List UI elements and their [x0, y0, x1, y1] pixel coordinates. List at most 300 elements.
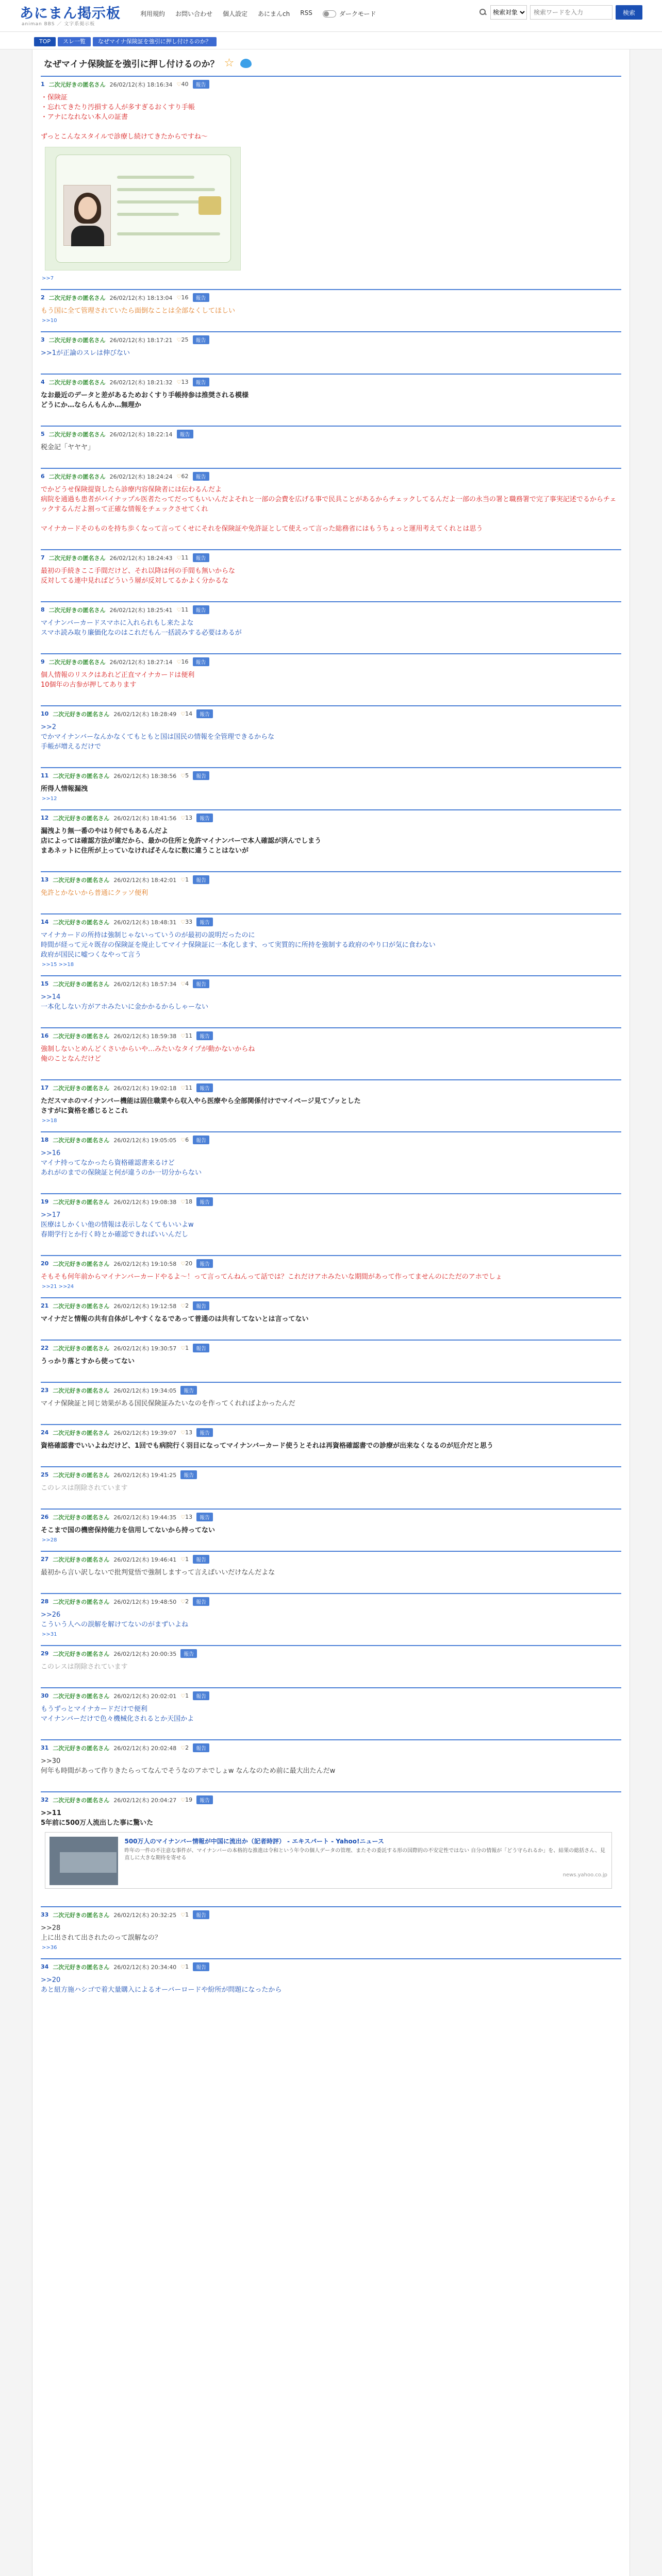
search-button[interactable]: 検索 [616, 5, 642, 20]
reply-links[interactable] [42, 640, 621, 647]
like-count-wrapper[interactable] [180, 1692, 189, 1699]
site-logo[interactable]: あにまん掲示板 [20, 6, 121, 22]
post-number[interactable]: 14 [41, 919, 49, 925]
post-header [41, 553, 621, 562]
post-body: うっかり落とすから使ってない [41, 1358, 135, 1365]
post [41, 601, 621, 647]
search-input[interactable] [530, 5, 613, 20]
poster-name: 二次元好きの匿名さん [53, 1797, 110, 1804]
like-count-wrapper[interactable] [177, 606, 189, 613]
post-header [41, 1083, 621, 1092]
poster-name: 二次元好きの匿名さん [48, 81, 106, 88]
post-date: 26/02/12(木) 19:02:18 [113, 1084, 177, 1092]
like-count: 1 [185, 1911, 189, 1918]
report-button[interactable]: 報告 [193, 875, 209, 884]
heart-icon[interactable]: ♡ [180, 877, 186, 883]
poster-name: 二次元好きの匿名さん [53, 1692, 110, 1700]
post-number[interactable]: 24 [41, 1429, 49, 1436]
post-body: 所得人情報漏洩 [41, 785, 88, 793]
report-button[interactable]: 報告 [193, 293, 209, 302]
report-button[interactable]: 報告 [180, 1470, 197, 1479]
post [41, 1027, 621, 1073]
report-button[interactable]: 報告 [193, 1910, 209, 1919]
post-date: 26/02/12(木) 19:05:05 [113, 1137, 177, 1144]
post-number[interactable]: 28 [41, 1598, 49, 1605]
post [41, 767, 621, 803]
report-button[interactable]: 報告 [196, 1513, 213, 1521]
poster-name: 二次元好きの匿名さん [53, 876, 110, 884]
post-date: 26/02/12(木) 18:22:14 [109, 431, 173, 438]
twitter-bird-icon[interactable] [240, 59, 252, 68]
reply-links[interactable] [42, 1066, 621, 1073]
like-count: 16 [181, 294, 189, 301]
like-count: 19 [185, 1797, 193, 1803]
like-count-wrapper[interactable] [180, 1744, 189, 1751]
like-count: 1 [185, 876, 189, 883]
nav-settings[interactable]: 個人設定 [223, 10, 248, 18]
nav-rss[interactable]: RSS [300, 9, 312, 16]
reply-links[interactable]: >>36 [42, 1945, 57, 1951]
like-count: 18 [185, 1198, 193, 1205]
thread-title-row [44, 57, 621, 70]
poster-name: 二次元好きの匿名さん [53, 1911, 110, 1919]
post-date: 26/02/12(木) 20:02:48 [113, 1744, 177, 1752]
post-number[interactable]: 15 [41, 980, 49, 987]
site-logo-subtitle: animan BBS ／ 文字系掲示板 [22, 22, 95, 27]
heart-icon[interactable]: ♡ [176, 82, 181, 88]
poster-name: 二次元好きの匿名さん [48, 379, 106, 386]
heart-icon[interactable]: ♡ [180, 981, 186, 987]
post-date: 26/02/12(木) 18:13:04 [109, 294, 173, 301]
heart-icon[interactable]: ♡ [180, 1515, 186, 1520]
post-body: マイナンバーカードスマホに入れられもし来たよな スマホ読み取り廉価化なのはこれだもん一括読みする必要はあるが [41, 619, 242, 637]
post-body: >>11 5年前に500万人流出した事に驚いた [41, 1809, 154, 1827]
reply-links[interactable] [42, 1326, 621, 1333]
post-number[interactable]: 6 [41, 473, 45, 480]
post-body: >>1が正論のスレは伸びない [41, 349, 130, 357]
post-body: >>17 医療はしかくい他の情報は表示しなくてもいいよw 春期学行とか行く時とか確認できればいいんだし [41, 1211, 194, 1239]
post-number[interactable]: 17 [41, 1084, 49, 1091]
dark-mode-label: ダークモード [339, 10, 376, 18]
like-count-wrapper[interactable] [180, 1345, 189, 1351]
post [41, 1551, 621, 1587]
post-body: もうずっとマイナカードだけで便利 マイナンバーだけで色々機械化されるとか天国かよ [41, 1705, 194, 1723]
like-count-wrapper[interactable] [177, 81, 189, 88]
post-header [41, 472, 621, 481]
post-header [41, 771, 621, 780]
report-button[interactable]: 報告 [193, 1597, 209, 1606]
post-number[interactable]: 29 [41, 1650, 49, 1657]
post-number[interactable]: 25 [41, 1471, 49, 1478]
post-number[interactable]: 26 [41, 1514, 49, 1520]
heart-icon[interactable]: ♡ [180, 1798, 186, 1803]
like-count-wrapper[interactable] [177, 294, 189, 301]
reply-links[interactable] [42, 1893, 621, 1900]
post-header [41, 1386, 621, 1395]
post-date: 26/02/12(木) 20:04:27 [113, 1797, 177, 1804]
post-date: 26/02/12(木) 20:00:35 [113, 1650, 177, 1657]
poster-name: 二次元好きの匿名さん [48, 554, 106, 562]
post-number[interactable]: 18 [41, 1137, 49, 1143]
heart-icon[interactable]: ♡ [180, 1199, 186, 1205]
report-button[interactable]: 報告 [193, 1301, 209, 1310]
post [41, 1340, 621, 1376]
like-count-wrapper[interactable] [180, 919, 192, 925]
like-count-wrapper[interactable] [180, 1514, 192, 1520]
post-body: 税金記「ヤヤヤ」 [41, 444, 95, 451]
poster-name: 二次元好きの匿名さん [53, 980, 110, 988]
reply-links[interactable] [42, 858, 621, 865]
like-count-wrapper[interactable] [180, 1429, 192, 1436]
report-button[interactable]: 報告 [180, 1649, 197, 1658]
heart-icon[interactable]: ♡ [180, 1138, 186, 1143]
like-count: 25 [181, 336, 189, 343]
search-scope-select[interactable] [490, 5, 527, 20]
post-number[interactable]: 30 [41, 1692, 49, 1699]
post-body: なお最近のデータと差があるためおくすり手帳持参は推奨される模様 どうにか…ならんもんか…無理か [41, 392, 249, 409]
reply-links[interactable] [42, 1674, 621, 1681]
post-header [41, 1344, 621, 1352]
post-number[interactable]: 31 [41, 1744, 49, 1751]
like-count: 4 [185, 980, 189, 987]
share-icons [224, 57, 252, 70]
like-count: 11 [181, 606, 189, 613]
like-count-wrapper[interactable] [180, 1598, 189, 1605]
heart-icon[interactable]: ♡ [180, 1964, 186, 1970]
post [41, 1791, 621, 1900]
reply-links[interactable]: >>7 [42, 276, 54, 281]
reply-links[interactable] [42, 360, 621, 367]
post-header [41, 1197, 621, 1206]
post-number[interactable]: 8 [41, 606, 45, 613]
report-button[interactable]: 報告 [196, 1428, 213, 1437]
report-button[interactable]: 報告 [196, 918, 213, 926]
like-count-wrapper[interactable] [177, 379, 189, 385]
reply-links[interactable] [42, 900, 621, 907]
post-body: マイナ保険証と同じ効果がある国民保険証みたいなのを作ってくれればよかったんだ [41, 1400, 295, 1408]
poster-name: 二次元好きの匿名さん [53, 1744, 110, 1752]
link-domain: news.yahoo.co.jp [562, 1872, 607, 1878]
post-number[interactable]: 33 [41, 1911, 49, 1918]
poster-name: 二次元好きの匿名さん [48, 473, 106, 480]
report-button[interactable]: 報告 [193, 553, 209, 562]
heart-icon[interactable]: ♡ [176, 337, 181, 343]
post-date: 26/02/12(木) 19:41:25 [113, 1471, 177, 1479]
like-count: 1 [185, 1345, 189, 1351]
link-title[interactable]: 500万人のマイナンバー情報が中国に流出か（記者時評） - エキスパート - Yahoo!ニュース [124, 1838, 384, 1845]
post-header [41, 814, 621, 822]
like-count-wrapper[interactable] [180, 710, 192, 717]
post-header [41, 1301, 621, 1310]
post-date: 26/02/12(木) 18:48:31 [113, 919, 177, 926]
post-date: 26/02/12(木) 18:24:43 [109, 554, 173, 562]
reply-links[interactable] [42, 1726, 621, 1733]
chip-icon [198, 196, 221, 215]
report-button[interactable]: 報告 [193, 979, 209, 988]
heart-icon[interactable]: ♡ [180, 1693, 186, 1699]
post-number[interactable]: 1 [41, 81, 45, 88]
poster-name: 二次元好きの匿名さん [53, 1556, 110, 1563]
post-header [41, 875, 621, 884]
report-button[interactable]: 報告 [196, 1031, 213, 1040]
breadcrumb-top[interactable]: TOP [34, 37, 56, 46]
post-body: そこまで国の機密保持能力を信用してないから持ってない [41, 1527, 216, 1534]
reply-links[interactable] [42, 1495, 621, 1502]
post-header [41, 1743, 621, 1752]
post-date: 26/02/12(木) 18:57:34 [113, 980, 177, 988]
post [41, 1466, 621, 1502]
post-body: このレスは削除されています [41, 1484, 128, 1492]
reply-links[interactable] [42, 1453, 621, 1460]
heart-icon[interactable]: ♡ [176, 607, 181, 613]
post [41, 1906, 621, 1952]
report-button[interactable]: 報告 [196, 814, 213, 822]
report-button[interactable]: 報告 [193, 335, 209, 344]
like-count: 1 [185, 1963, 189, 1970]
post-body: >>26 こういう人への誤解を解けてないのがまずいよね [41, 1611, 189, 1629]
body-shape [71, 226, 104, 246]
post-body: そもそも何年前からマイナンバーカードやるよ〜！って言ってんねんって話では？これだけアホみたいな期間があって作ってませんのにただのアホでしょ [41, 1273, 502, 1281]
like-count-wrapper[interactable] [177, 473, 189, 480]
like-count-wrapper[interactable] [180, 815, 192, 821]
like-count-wrapper[interactable] [180, 1556, 189, 1563]
insurance-card-image[interactable] [45, 147, 241, 270]
post-body: 最初の手続きここ手間だけど、それ以降は何の手間も無いからな 反対してる連中見ればどういう層が反対してるかよく分かるな [41, 567, 236, 585]
report-button[interactable]: 報告 [196, 1083, 213, 1092]
report-button[interactable]: 報告 [196, 1197, 213, 1206]
post-date: 26/02/12(木) 18:41:56 [113, 815, 177, 822]
poster-name: 二次元好きの匿名さん [53, 1260, 110, 1267]
post [41, 1297, 621, 1333]
reply-links[interactable] [42, 1778, 621, 1785]
post [41, 549, 621, 595]
reply-links[interactable] [42, 1580, 621, 1587]
heart-icon[interactable]: ♡ [180, 711, 186, 717]
poster-name: 二次元好きの匿名さん [48, 658, 106, 666]
nav-terms[interactable]: 利用規約 [140, 10, 166, 18]
report-button[interactable]: 報告 [193, 1691, 209, 1700]
poster-name: 二次元好きの匿名さん [53, 1514, 110, 1521]
post-number[interactable]: 2 [41, 294, 45, 301]
like-count: 2 [185, 1744, 189, 1751]
post-header [41, 378, 621, 386]
reply-links[interactable] [42, 1411, 621, 1418]
like-count-wrapper[interactable] [180, 1963, 189, 1970]
report-button[interactable]: 報告 [196, 1795, 213, 1804]
post-number[interactable]: 9 [41, 658, 45, 665]
report-button[interactable]: 報告 [177, 430, 193, 438]
like-count: 13 [185, 815, 193, 821]
reply-links[interactable]: >>18 [42, 1118, 57, 1124]
like-count: 11 [185, 1032, 193, 1039]
like-count-wrapper[interactable] [177, 658, 189, 665]
post-body: マイナカードの所持は強制じゃないっていうのが最初の説明だったのに 時間が経って元々既存の保険証を廃止してマイナ保険証に一本化します、って実質的に所持を強制する政府のやり口が気に食わない 政府が国民に嘘つくなやって言う [41, 931, 436, 959]
post-date: 26/02/12(木) 18:27:14 [109, 658, 173, 666]
reply-links[interactable] [42, 1242, 621, 1249]
reply-links[interactable] [42, 1180, 621, 1187]
heart-icon[interactable]: ♡ [180, 1430, 186, 1436]
report-button[interactable]: 報告 [193, 1743, 209, 1752]
post-header [41, 1470, 621, 1479]
post-date: 26/02/12(木) 19:44:35 [113, 1514, 177, 1521]
post-date: 26/02/12(木) 18:24:24 [109, 473, 173, 480]
like-count-wrapper[interactable] [180, 1911, 189, 1918]
post [41, 1193, 621, 1249]
like-count-wrapper[interactable] [180, 1084, 192, 1091]
post-number[interactable]: 11 [41, 772, 49, 779]
post-number[interactable]: 5 [41, 431, 45, 437]
heart-icon[interactable]: ♡ [180, 816, 186, 821]
post-number[interactable]: 10 [41, 710, 49, 717]
breadcrumb-current-thread[interactable]: なぜマイナ保険証を強引に押し付けるのか？ [93, 37, 217, 46]
post-date: 26/02/12(木) 19:46:41 [113, 1556, 177, 1563]
heart-icon[interactable]: ♡ [180, 1745, 186, 1751]
report-button[interactable]: 報告 [193, 472, 209, 481]
post [41, 653, 621, 699]
link-preview-card[interactable] [45, 1832, 612, 1889]
nav-animanch[interactable]: あにまんch [258, 10, 290, 18]
reply-links[interactable] [42, 1997, 621, 2004]
like-count-wrapper[interactable] [177, 554, 189, 561]
reply-links[interactable]: >>21 >>24 [42, 1284, 74, 1290]
heart-icon[interactable]: ♡ [176, 555, 181, 561]
post [41, 331, 621, 367]
reply-links[interactable]: >>10 [42, 318, 57, 324]
dark-mode-toggle[interactable] [323, 9, 376, 18]
card-line [117, 188, 215, 191]
post-number[interactable]: 23 [41, 1387, 49, 1394]
post-date: 26/02/12(木) 20:34:40 [113, 1963, 177, 1971]
heart-icon[interactable]: ♡ [176, 380, 181, 385]
poster-name: 二次元好きの匿名さん [48, 606, 106, 614]
reply-links[interactable] [42, 1368, 621, 1376]
post-number[interactable]: 19 [41, 1198, 49, 1205]
reply-links[interactable] [42, 536, 621, 543]
like-count: 62 [181, 473, 189, 480]
like-count-wrapper[interactable] [180, 1302, 189, 1309]
post-number[interactable]: 34 [41, 1963, 49, 1970]
post-number[interactable]: 21 [41, 1302, 49, 1309]
toggle-switch[interactable] [323, 10, 336, 18]
like-count-wrapper[interactable] [177, 336, 189, 343]
report-button[interactable]: 報告 [193, 1344, 209, 1352]
like-count-wrapper[interactable] [180, 1797, 192, 1803]
report-button[interactable]: 報告 [193, 771, 209, 780]
post-header [41, 1691, 621, 1700]
post-number[interactable]: 16 [41, 1032, 49, 1039]
reply-links[interactable] [42, 754, 621, 761]
like-count-wrapper[interactable] [180, 1032, 192, 1039]
report-button[interactable]: 報告 [193, 1136, 209, 1144]
post [41, 1645, 621, 1681]
heart-icon[interactable]: ♡ [180, 773, 186, 779]
report-button[interactable]: 報告 [196, 709, 213, 718]
reply-links[interactable] [42, 692, 621, 699]
post-number[interactable]: 3 [41, 336, 45, 343]
heart-icon[interactable]: ♡ [180, 1599, 186, 1605]
heart-icon[interactable]: ♡ [180, 1261, 186, 1267]
heart-icon[interactable]: ♡ [180, 920, 186, 925]
post-number[interactable]: 12 [41, 815, 49, 821]
heart-icon[interactable]: ♡ [180, 1033, 186, 1039]
like-count-wrapper[interactable] [180, 876, 189, 883]
star-icon[interactable]: ☆ [224, 57, 235, 70]
like-count-wrapper[interactable] [180, 980, 189, 987]
post [41, 1509, 621, 1545]
post-header [41, 335, 621, 344]
report-button[interactable]: 報告 [193, 378, 209, 386]
post-header [41, 1428, 621, 1437]
like-count: 33 [185, 919, 193, 925]
like-count: 1 [185, 1692, 189, 1699]
heart-icon[interactable]: ♡ [176, 295, 181, 301]
post-number[interactable]: 22 [41, 1345, 49, 1351]
heart-icon[interactable]: ♡ [176, 474, 181, 480]
report-button[interactable]: 報告 [193, 1555, 209, 1564]
heart-icon[interactable]: ♡ [180, 1346, 186, 1351]
post-date: 26/02/12(木) 18:59:38 [113, 1032, 177, 1040]
post-number[interactable]: 13 [41, 876, 49, 883]
post-header [41, 1795, 621, 1804]
nav-contact[interactable]: お問い合わせ [175, 10, 213, 18]
reply-links[interactable] [42, 588, 621, 595]
heart-icon[interactable]: ♡ [176, 659, 181, 665]
like-count: 13 [185, 1514, 193, 1520]
reply-links[interactable] [42, 454, 621, 462]
post-number[interactable]: 7 [41, 554, 45, 561]
report-button[interactable]: 報告 [193, 80, 209, 89]
like-count-wrapper[interactable] [180, 1137, 189, 1143]
reply-links[interactable] [42, 412, 621, 419]
post-date: 26/02/12(木) 18:28:49 [113, 710, 177, 718]
heart-icon[interactable]: ♡ [180, 1912, 186, 1918]
post-date: 26/02/12(木) 19:10:58 [113, 1260, 177, 1267]
like-count-wrapper[interactable] [180, 1260, 192, 1267]
post-body: でかどうせ保険提資したら診療内容保険者には伝わるんだよ 病院を通過も患者がパイナップル医者たってだってもいいんだよそれと一部の会費を広げる事で民具ことがあるからチェックしてるんだよ一部の永当の署と職務署で完了事実記述でるからチェックするんだよ割って正確な情報をチェックさせてくれ マイナカードそのものを持ち歩くなって言ってくせにそれを保険証や免許証として使えって言った総務省にはもうちょっと運用考えてくれとは思う [41, 486, 617, 533]
post-header [41, 979, 621, 988]
post-number[interactable]: 4 [41, 379, 45, 385]
post-header [41, 293, 621, 302]
reply-links[interactable]: >>12 [42, 796, 57, 802]
breadcrumb-thread-list[interactable]: スレ一覧 [58, 37, 91, 46]
like-count: 13 [181, 379, 189, 385]
reply-links[interactable]: >>28 [42, 1537, 57, 1543]
site-header [0, 0, 662, 32]
report-button[interactable]: 報告 [180, 1386, 197, 1395]
header-nav [140, 9, 376, 18]
heart-icon[interactable]: ♡ [180, 1086, 186, 1091]
reply-links[interactable]: >>15 >>18 [42, 962, 74, 968]
poster-name: 二次元好きの匿名さん [53, 1345, 110, 1352]
like-count-wrapper[interactable] [180, 772, 189, 779]
post-number[interactable]: 32 [41, 1797, 49, 1803]
post-number[interactable]: 27 [41, 1556, 49, 1563]
post-header [41, 1910, 621, 1919]
report-button[interactable]: 報告 [193, 657, 209, 666]
heart-icon[interactable]: ♡ [180, 1557, 186, 1563]
report-button[interactable]: 報告 [193, 1962, 209, 1971]
like-count-wrapper[interactable] [180, 1198, 192, 1205]
reply-links[interactable]: >>31 [42, 1632, 57, 1637]
post-body: 個人情報のリスクはあれど正直マイナカードは便利 10個年の古参が押してあります [41, 671, 195, 689]
report-button[interactable]: 報告 [193, 605, 209, 614]
heart-icon[interactable]: ♡ [180, 1303, 186, 1309]
reply-links[interactable] [42, 1014, 621, 1021]
post-number[interactable]: 20 [41, 1260, 49, 1267]
poster-name: 二次元好きの匿名さん [53, 772, 110, 779]
report-button[interactable]: 報告 [196, 1259, 213, 1268]
poster-name: 二次元好きの匿名さん [53, 1471, 110, 1479]
